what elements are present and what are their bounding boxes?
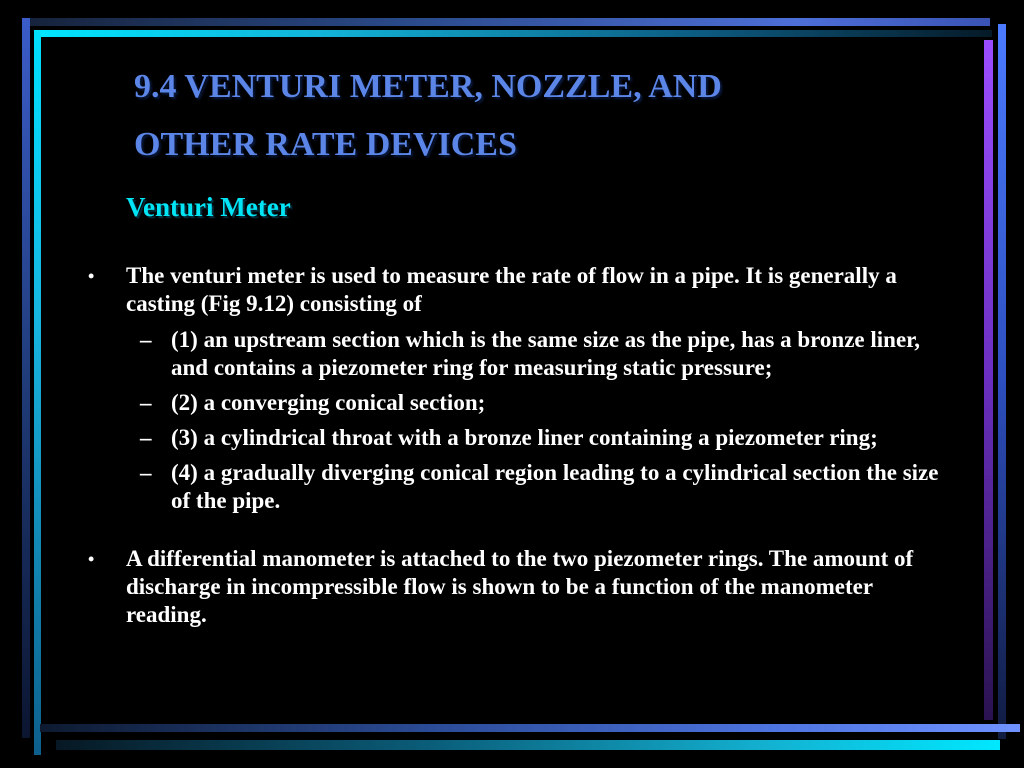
sub-bullet-item xyxy=(84,459,954,515)
frame-bar-bottom-lower xyxy=(56,740,1000,750)
sub-bullet-item xyxy=(84,389,954,417)
sub-bullet-list xyxy=(84,326,954,515)
bullet-text: The venturi meter is used to measure the rate of flow in a pipe. It is generally a casting (Fig 9.12) consisting of xyxy=(126,263,897,316)
bullet-marker: • xyxy=(88,549,95,569)
sub-bullet-text: (3) a cylindrical throat with a bronze liner containing a piezometer ring; xyxy=(171,425,878,450)
slide-title-line-1: 9.4 VENTURI METER, NOZZLE, AND xyxy=(134,68,722,105)
dash-marker: – xyxy=(140,327,152,352)
sub-bullet-text: (2) a converging conical section; xyxy=(171,390,486,415)
dash-marker: – xyxy=(140,460,152,485)
sub-bullet-text: (4) a gradually diverging conical region leading to a cylindrical section the size of the pipe. xyxy=(171,460,939,513)
bullet-marker: • xyxy=(88,266,95,286)
sub-bullet-item xyxy=(84,326,954,382)
slide-title xyxy=(134,58,954,174)
dash-marker: – xyxy=(140,390,152,415)
bullet-item xyxy=(84,262,954,318)
sub-bullet-item xyxy=(84,424,954,452)
frame-bar-top-outer xyxy=(22,18,990,26)
bullet-item xyxy=(84,545,954,629)
section-subtitle: Venturi Meter xyxy=(126,192,291,222)
slide-title-line-2: OTHER RATE DEVICES xyxy=(134,126,517,163)
frame-bar-right-inner xyxy=(984,40,993,720)
slide-body xyxy=(84,262,954,629)
frame-bar-left-outer xyxy=(22,18,30,738)
bullet-text: A differential manometer is attached to the two piezometer rings. The amount of discharge in incompressible flow is shown to be a function of the manometer reading. xyxy=(126,546,914,627)
frame-bar-left-inner xyxy=(34,30,41,755)
sub-bullet-text: (1) an upstream section which is the same size as the pipe, has a bronze liner, and contains a piezometer ring for measuring static pressure; xyxy=(171,327,920,380)
dash-marker: – xyxy=(140,425,152,450)
frame-bar-top-inner xyxy=(34,30,992,37)
frame-bar-right-outer xyxy=(998,24,1006,739)
frame-bar-bottom-upper xyxy=(40,724,1020,732)
